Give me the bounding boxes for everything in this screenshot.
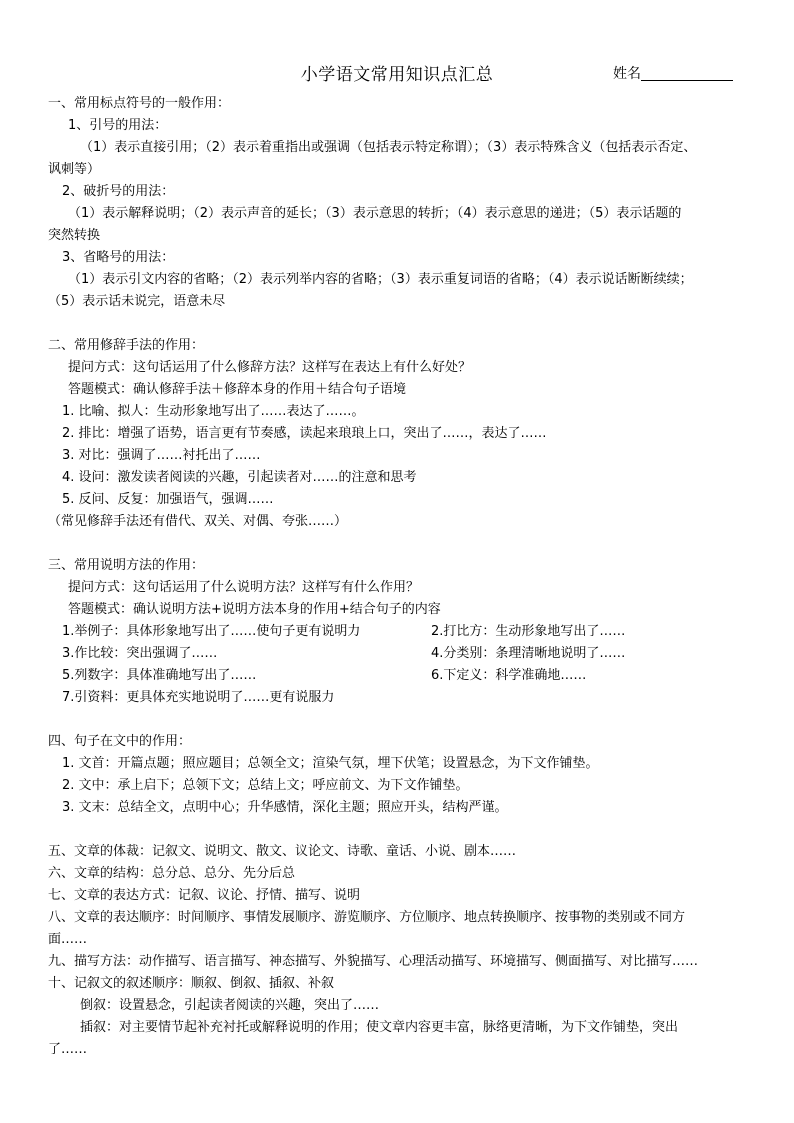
explain-question-format: 提问方式：这句话运用了什么说明方法？这样写有什么作用？: [68, 580, 420, 595]
section-8-order: 八、文章的表达顺序：时间顺序、事情发展顺序、游览顺序、方位顺序、地点转换顺序、按事物的类别或不同方: [48, 910, 686, 925]
page-title: 小学语文常用知识点汇总: [300, 65, 494, 85]
flashback-text: 倒叙：设置悬念，引起读者阅读的兴趣，突出了……: [80, 998, 380, 1013]
section-5-genres: 五、文章的体裁：记叙文、说明文、散文、议论文、诗歌、童话、小说、剧本……: [48, 844, 517, 859]
explain-method-item: 3.作比较：突出强调了……: [62, 646, 218, 661]
explain-method-item: 4.分类别：条理清晰地说明了……: [431, 646, 626, 661]
ellipsis-usage-label: 3、省略号的用法：: [62, 250, 175, 265]
interjection-text: 插叙：对主要情节起补充衬托或解释说明的作用；使文章内容更丰富，脉络更清晰，为下文作铺垫，突出: [80, 1020, 679, 1035]
section-6-structure: 六、文章的结构：总分总、总分、先分后总: [48, 866, 296, 881]
rhetoric-item: 3. 对比：强调了……衬托出了……: [62, 448, 261, 463]
sentence-role-item: 2. 文中：承上启下；总领下文；总结上文；呼应前文、为下文作铺垫。: [62, 778, 469, 793]
ellipsis-usage-text-cont: （5）表示话未说完，语意未尽: [48, 294, 226, 309]
explain-answer-model: 答题模式：确认说明方法+说明方法本身的作用+结合句子的内容: [68, 602, 441, 617]
dash-usage-label: 2、破折号的用法：: [62, 184, 175, 199]
section-10-heading: 十、记叙文的叙述顺序：顺叙、倒叙、插叙、补叙: [48, 976, 335, 991]
section-1-heading: 一、常用标点符号的一般作用：: [48, 96, 231, 111]
explain-method-item: 2.打比方：生动形象地写出了……: [431, 624, 626, 639]
explain-method-item: 7.引资料：更具体充实地说明了……更有说服力: [62, 690, 335, 705]
quote-usage-text-cont: 讽刺等）: [48, 162, 101, 177]
section-9-description: 九、描写方法：动作描写、语言描写、神态描写、外貌描写、心理活动描写、环境描写、侧面描写、对比描写……: [48, 954, 699, 969]
interjection-text-cont: 了……: [48, 1042, 88, 1057]
name-blank-line[interactable]: [641, 80, 733, 81]
sentence-role-item: 1. 文首：开篇点题；照应题目；总领全文；渲染气氛，埋下伏笔；设置悬念，为下文作铺垫。: [62, 756, 599, 771]
explain-method-item: 6.下定义：科学准确地……: [431, 668, 587, 683]
explain-method-item: 5.列数字：具体准确地写出了……: [62, 668, 257, 683]
rhetoric-item: 2. 排比：增强了语势，语言更有节奏感，读起来琅琅上口，突出了……，表达了……: [62, 426, 547, 441]
section-7-expression: 七、文章的表达方式：记叙、议论、抒情、描写、说明: [48, 888, 361, 903]
rhetoric-note: （常见修辞手法还有借代、双关、对偶、夸张……）: [48, 514, 348, 529]
section-2-heading: 二、常用修辞手法的作用：: [48, 338, 205, 353]
rhetoric-item: 1. 比喻、拟人：生动形象地写出了……表达了……。: [62, 404, 365, 419]
rhetoric-answer-model: 答题模式：确认修辞手法＋修辞本身的作用＋结合句子语境: [68, 382, 407, 397]
quote-usage-text: （1）表示直接引用；（2）表示着重指出或强调（包括表示特定称谓）；（3）表示特殊含义（包括表示否定、: [80, 140, 697, 155]
sentence-role-item: 3. 文末：总结全文，点明中心；升华感情，深化主题；照应开头，结构严谨。: [62, 800, 508, 815]
section-8-order-cont: 面……: [48, 932, 88, 947]
rhetoric-item: 4. 设问：激发读者阅读的兴趣，引起读者对……的注意和思考: [62, 470, 417, 485]
quote-usage-label: 1、引号的用法：: [68, 118, 168, 133]
dash-usage-text: （1）表示解释说明；（2）表示声音的延长；（3）表示意思的转折；（4）表示意思的递进；（5）表示话题的: [68, 206, 682, 221]
ellipsis-usage-text: （1）表示引文内容的省略；（2）表示列举内容的省略；（3）表示重复词语的省略；（4）表示说话断断续续；: [68, 272, 693, 287]
section-3-heading: 三、常用说明方法的作用：: [48, 558, 205, 573]
section-4-heading: 四、句子在文中的作用：: [48, 734, 192, 749]
rhetoric-item: 5. 反问、反复：加强语气，强调……: [62, 492, 274, 507]
rhetoric-question-format: 提问方式：这句话运用了什么修辞方法？这样写在表达上有什么好处？: [68, 360, 472, 375]
dash-usage-text-cont: 突然转换: [48, 228, 101, 243]
name-label: 姓名: [613, 66, 641, 82]
explain-method-item: 1.举例子：具体形象地写出了……使句子更有说明力: [62, 624, 361, 639]
